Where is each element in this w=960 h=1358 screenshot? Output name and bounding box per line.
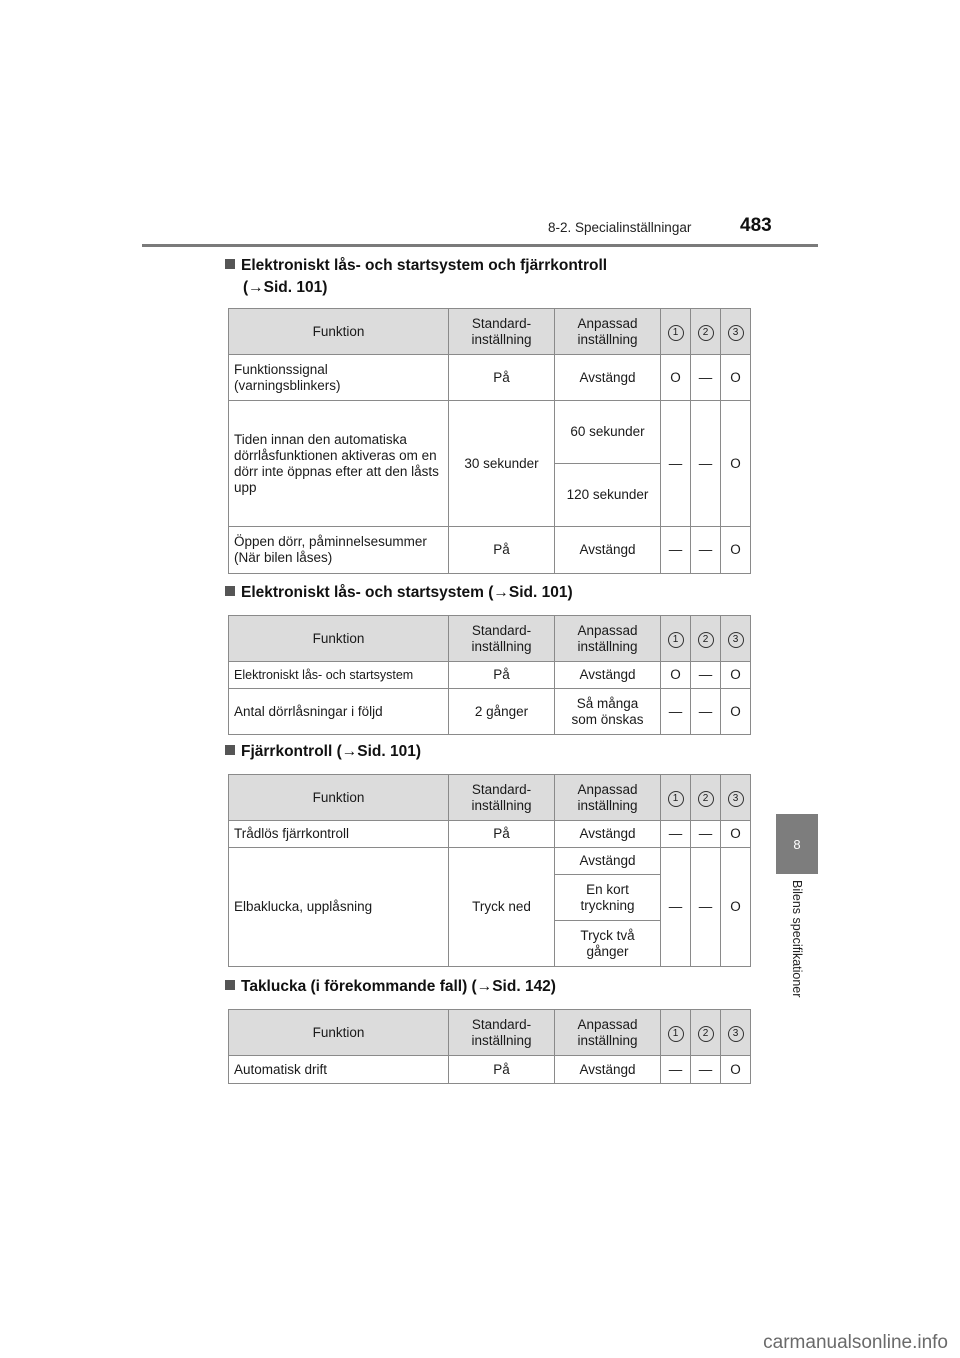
cell-funktion: Öppen dörr, påminnelsesummer (När bilen låses) bbox=[229, 527, 449, 574]
cell-2: — bbox=[691, 527, 721, 574]
col-header-2 bbox=[691, 616, 721, 662]
table-row bbox=[229, 821, 751, 848]
cell-1: — bbox=[661, 821, 691, 848]
col-header-2 bbox=[691, 775, 721, 821]
col-header-3 bbox=[721, 309, 751, 355]
circled-number: 3 bbox=[728, 1026, 744, 1042]
col-header-3 bbox=[721, 775, 751, 821]
cell-anpassad: Avstängd bbox=[555, 1056, 661, 1084]
cell-funktion: Tiden innan den automatiska dörrlåsfunktionen aktiveras om en dörr inte öppnas efter att den låsts upp bbox=[229, 401, 449, 527]
square-bullet-icon bbox=[225, 259, 235, 269]
section-title: Elektroniskt lås- och startsystem (→Sid. 101) bbox=[241, 584, 573, 601]
cell-1: — bbox=[661, 527, 691, 574]
cell-2: — bbox=[691, 848, 721, 967]
cell-3: O bbox=[721, 689, 751, 735]
cell-1: — bbox=[661, 848, 691, 967]
circled-number: 3 bbox=[728, 632, 744, 648]
col-header-1 bbox=[661, 1010, 691, 1056]
col-header-anpassad: Anpassad inställning bbox=[555, 1010, 661, 1056]
col-header-funktion: Funktion bbox=[229, 1010, 449, 1056]
header-divider bbox=[142, 244, 818, 247]
table-row bbox=[229, 1056, 751, 1084]
circled-number: 1 bbox=[668, 1026, 684, 1042]
cell-standard: 2 gånger bbox=[449, 689, 555, 735]
cell-3: O bbox=[721, 527, 751, 574]
col-header-funktion: Funktion bbox=[229, 309, 449, 355]
col-header-anpassad: Anpassad inställning bbox=[555, 775, 661, 821]
cell-standard: På bbox=[449, 662, 555, 689]
col-header-3 bbox=[721, 1010, 751, 1056]
square-bullet-icon bbox=[225, 586, 235, 596]
table-header-row bbox=[229, 775, 751, 821]
cell-standard: På bbox=[449, 821, 555, 848]
cell-anpassad-option: Tryck två gånger bbox=[555, 921, 661, 967]
circled-number: 2 bbox=[698, 325, 714, 341]
section-heading-3 bbox=[225, 741, 421, 763]
col-header-funktion: Funktion bbox=[229, 775, 449, 821]
col-header-anpassad: Anpassad inställning bbox=[555, 616, 661, 662]
cell-1: — bbox=[661, 689, 691, 735]
section-title: Elektroniskt lås- och startsystem och fjärrkontroll bbox=[241, 257, 608, 274]
cell-3: O bbox=[721, 355, 751, 401]
cell-2: — bbox=[691, 689, 721, 735]
section-title: Taklucka (i förekommande fall) (→Sid. 142) bbox=[241, 978, 556, 995]
cell-anpassad: Avstängd bbox=[555, 355, 661, 401]
settings-table-4 bbox=[228, 1009, 751, 1084]
cell-1: O bbox=[661, 355, 691, 401]
cell-1: — bbox=[661, 1056, 691, 1084]
section-heading-2 bbox=[225, 582, 573, 604]
table-header-row bbox=[229, 616, 751, 662]
circled-number: 1 bbox=[668, 791, 684, 807]
cell-anpassad-option: 60 sekunder bbox=[555, 401, 661, 464]
cell-standard: På bbox=[449, 355, 555, 401]
cell-3: O bbox=[721, 662, 751, 689]
cell-anpassad-option: 120 sekunder bbox=[555, 464, 661, 527]
circled-number: 2 bbox=[698, 632, 714, 648]
col-header-standard: Standard- inställning bbox=[449, 309, 555, 355]
col-header-standard: Standard- inställning bbox=[449, 1010, 555, 1056]
cell-anpassad-option: Avstängd bbox=[555, 848, 661, 875]
cell-anpassad: Avstängd bbox=[555, 527, 661, 574]
cell-anpassad-option: En kort tryckning bbox=[555, 875, 661, 921]
col-header-1 bbox=[661, 616, 691, 662]
chapter-number-tab: 8 bbox=[776, 814, 818, 874]
cell-1: O bbox=[661, 662, 691, 689]
cell-3: O bbox=[721, 848, 751, 967]
cell-funktion: Antal dörrlåsningar i följd bbox=[229, 689, 449, 735]
circled-number: 2 bbox=[698, 791, 714, 807]
settings-table-1 bbox=[228, 308, 751, 574]
cell-2: — bbox=[691, 1056, 721, 1084]
cell-standard: 30 sekunder bbox=[449, 401, 555, 527]
circled-number: 1 bbox=[668, 325, 684, 341]
settings-table-3 bbox=[228, 774, 751, 967]
col-header-1 bbox=[661, 775, 691, 821]
section-heading-4 bbox=[225, 976, 556, 998]
cell-standard: På bbox=[449, 527, 555, 574]
col-header-anpassad: Anpassad inställning bbox=[555, 309, 661, 355]
circled-number: 3 bbox=[728, 791, 744, 807]
cell-funktion: Trådlös fjärrkontroll bbox=[229, 821, 449, 848]
section-subtitle: (→Sid. 101) bbox=[243, 279, 328, 296]
page-number: 483 bbox=[740, 215, 772, 236]
cell-funktion: Elektroniskt lås- och startsystem bbox=[229, 662, 449, 689]
square-bullet-icon bbox=[225, 745, 235, 755]
col-header-2 bbox=[691, 309, 721, 355]
cell-standard: På bbox=[449, 1056, 555, 1084]
circled-number: 2 bbox=[698, 1026, 714, 1042]
chapter-side-label bbox=[776, 874, 818, 1044]
settings-table-2 bbox=[228, 615, 751, 735]
table-row bbox=[229, 848, 751, 875]
header-section-title: 8-2. Specialinställningar bbox=[548, 220, 692, 235]
cell-anpassad: Avstängd bbox=[555, 662, 661, 689]
col-header-2 bbox=[691, 1010, 721, 1056]
cell-2: — bbox=[691, 662, 721, 689]
circled-number: 1 bbox=[668, 632, 684, 648]
section-heading-1 bbox=[225, 255, 607, 299]
cell-2: — bbox=[691, 355, 721, 401]
square-bullet-icon bbox=[225, 980, 235, 990]
table-row bbox=[229, 689, 751, 735]
cell-2: — bbox=[691, 401, 721, 527]
table-row bbox=[229, 527, 751, 574]
cell-anpassad: Avstängd bbox=[555, 821, 661, 848]
watermark-text: carmanualsonline.info bbox=[763, 1332, 948, 1353]
cell-funktion: Automatisk drift bbox=[229, 1056, 449, 1084]
circled-number: 3 bbox=[728, 325, 744, 341]
cell-3: O bbox=[721, 1056, 751, 1084]
cell-3: O bbox=[721, 401, 751, 527]
chapter-title: Bilens specifikationer bbox=[790, 880, 804, 998]
table-row bbox=[229, 401, 751, 464]
col-header-funktion: Funktion bbox=[229, 616, 449, 662]
cell-1: — bbox=[661, 401, 691, 527]
table-row bbox=[229, 662, 751, 689]
col-header-3 bbox=[721, 616, 751, 662]
cell-2: — bbox=[691, 821, 721, 848]
table-row bbox=[229, 355, 751, 401]
cell-funktion: Elbaklucka, upplåsning bbox=[229, 848, 449, 967]
col-header-1 bbox=[661, 309, 691, 355]
col-header-standard: Standard- inställning bbox=[449, 616, 555, 662]
cell-anpassad: Så många som önskas bbox=[555, 689, 661, 735]
table-header-row bbox=[229, 1010, 751, 1056]
table-header-row bbox=[229, 309, 751, 355]
section-title: Fjärrkontroll (→Sid. 101) bbox=[241, 743, 422, 760]
cell-3: O bbox=[721, 821, 751, 848]
col-header-standard: Standard- inställning bbox=[449, 775, 555, 821]
cell-standard: Tryck ned bbox=[449, 848, 555, 967]
cell-funktion: Funktionssignal (varningsblinkers) bbox=[229, 355, 449, 401]
